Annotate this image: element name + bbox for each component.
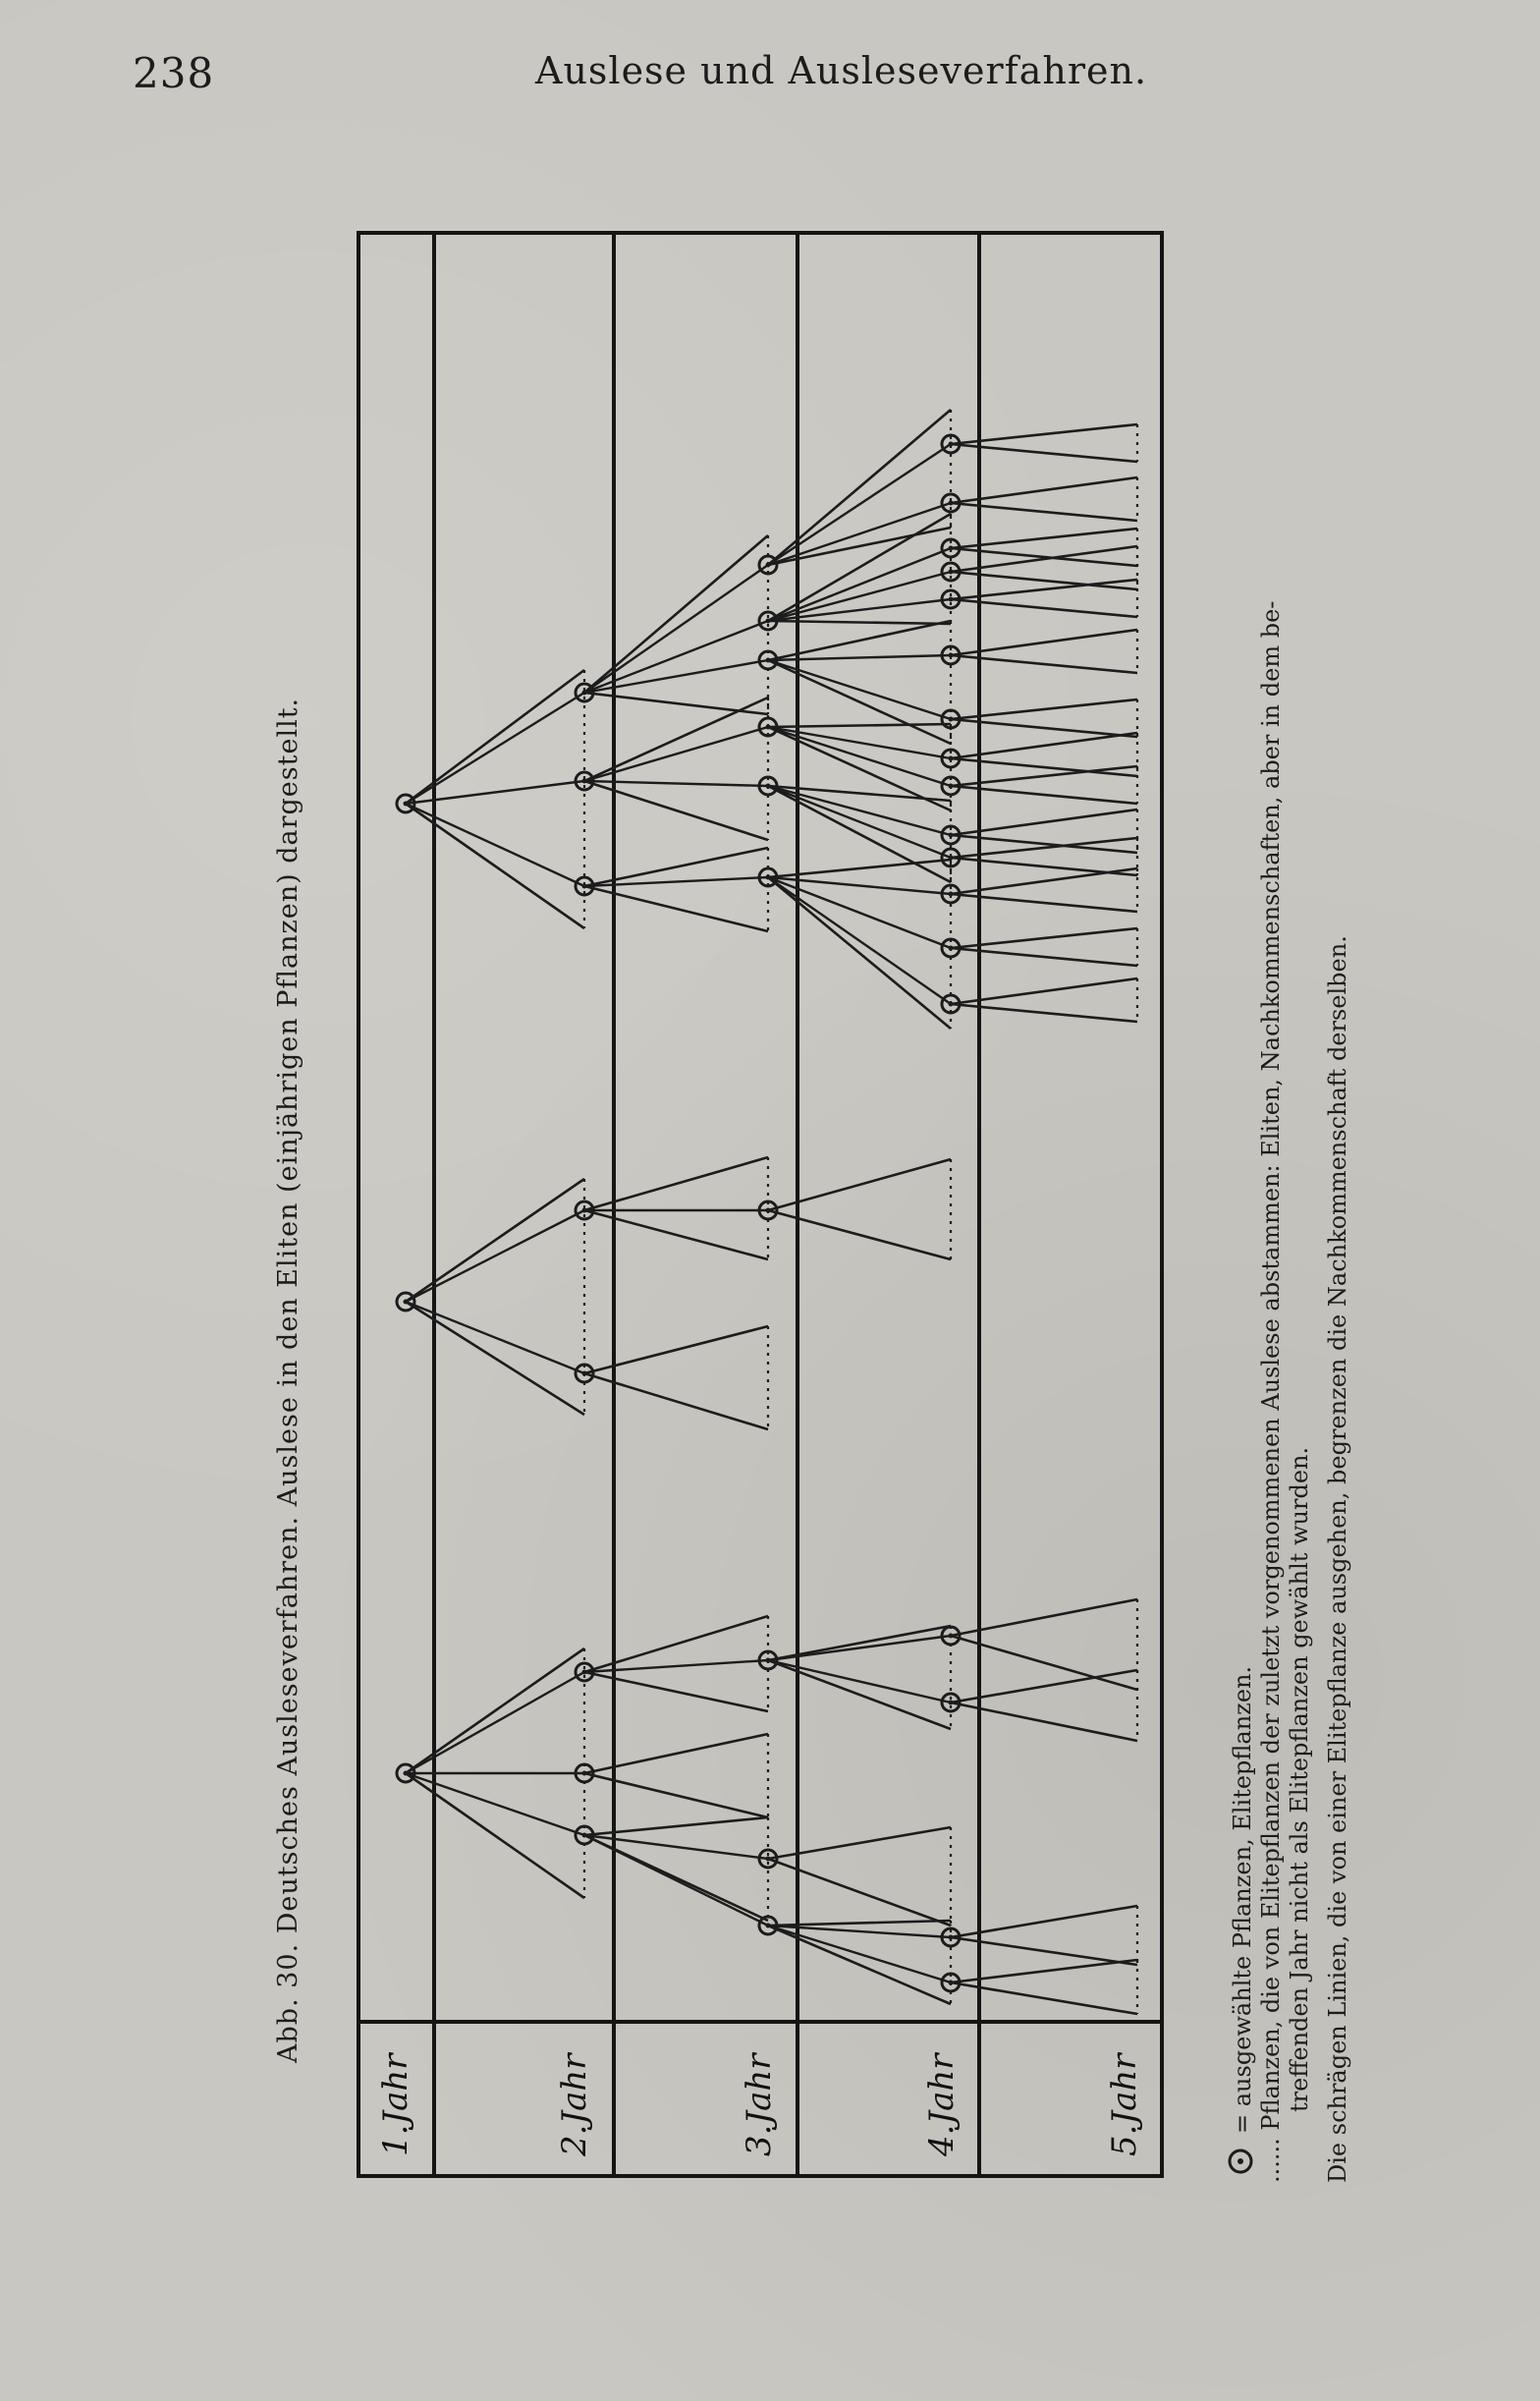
offspring-boundary-line	[768, 1926, 951, 2004]
offspring-boundary-line	[768, 1210, 951, 1259]
descent-line	[768, 877, 951, 1004]
offspring-boundary-line	[768, 621, 951, 624]
legend-line-4: Die schrägen Linien, die von einer Elitepflanze ausgehen, begrenzen die Nachkommenschaft derselben.	[1324, 935, 1351, 2183]
offspring-boundary-line	[768, 1660, 951, 1729]
page-number: 238	[133, 49, 215, 97]
descent-line	[768, 1926, 951, 1982]
offspring-boundary-line	[768, 1827, 951, 1859]
offspring-boundary-line	[768, 1159, 951, 1210]
legend-line-3: treffenden Jahr nicht als Elitepflanzen gewählt wurden.	[1286, 1446, 1313, 2112]
offspring-boundary-line	[768, 877, 951, 1029]
descent-line	[768, 655, 951, 660]
offspring-boundary-line	[768, 1859, 951, 1926]
offspring-boundary-line	[768, 621, 951, 660]
offspring-boundary-line	[768, 724, 951, 727]
offspring-boundary-line	[768, 410, 951, 565]
elite-symbol-legend	[1230, 2150, 1251, 2172]
year-labels	[376, 2052, 1144, 2157]
legend-line-2: ...... Pflanzen, die von Elitepflanzen der zuletzt vorgenommenen Auslese abstammen: Eliten, Nachkommenschaften, aber in dem be-	[1257, 600, 1285, 2183]
descent-line	[768, 727, 951, 786]
year-label-1: 1.Jahr	[376, 2053, 415, 2156]
descent-line	[768, 1636, 951, 1660]
descent-line	[768, 877, 951, 948]
offspring-boundary-line	[768, 1921, 951, 1926]
year-label-2: 2.Jahr	[555, 2053, 594, 2156]
descent-line	[768, 1660, 951, 1703]
year-label-3: 3.Jahr	[740, 2053, 779, 2156]
selection-trees	[397, 410, 1137, 2014]
running-head: Auslese und Ausleseverfahren.	[535, 49, 1148, 92]
figure-caption: Abb. 30. Deutsches Ausleseverfahren. Auslese in den Eliten (einjährigen Pflanzen) dargestellt.	[273, 697, 303, 2063]
offspring-boundary-line	[768, 1626, 951, 1660]
descent-line	[768, 877, 951, 894]
year-label-4: 4.Jahr	[922, 2053, 962, 2156]
descent-line	[768, 1926, 951, 1937]
legend-line-1: = ausgewählte Pflanzen, Elitepflanzen.	[1229, 1665, 1256, 2134]
descent-line	[768, 660, 951, 719]
year-label-5: 5.Jahr	[1105, 2053, 1144, 2156]
offspring-boundary-line	[768, 514, 951, 621]
descent-line	[768, 572, 951, 621]
legend	[1229, 601, 1351, 2183]
